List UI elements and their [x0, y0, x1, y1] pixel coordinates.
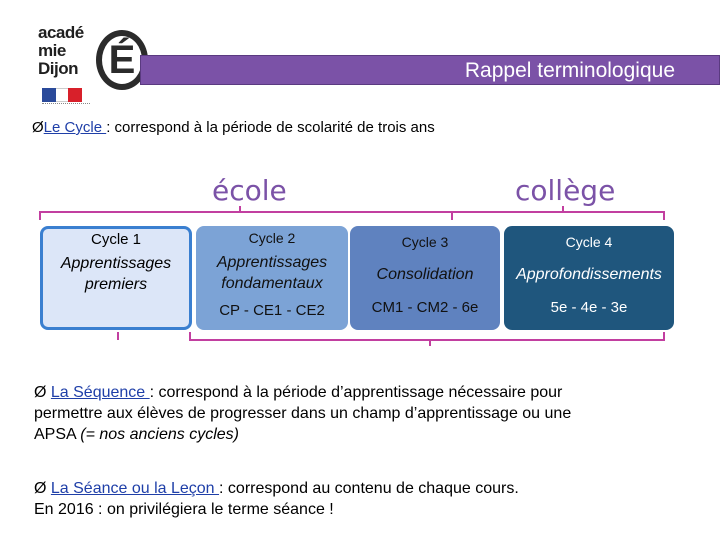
cycle-text: : correspond à la période de scolarité de trois ans [106, 119, 435, 136]
logo-line1: acadé [38, 23, 84, 42]
bullet-arrow-icon: Ø [34, 480, 51, 497]
cycle-1-desc [61, 253, 171, 295]
cycle-4-desc: Approfondissements [516, 266, 662, 283]
sequence-definition [34, 382, 571, 445]
sequence-apsa: APSA [34, 426, 81, 443]
category-ecole: école [212, 174, 287, 207]
category-college: collège [515, 174, 616, 207]
logo-line2: mie [38, 41, 66, 60]
brace-bottom [190, 332, 664, 346]
cycle-1-desc2: premiers [84, 276, 148, 293]
sequence-line1: : correspond à la période d’apprentissage nécessaire pour [149, 384, 563, 401]
cycle-2-desc [217, 252, 327, 294]
sequence-line2: permettre aux élèves de progresser dans un champ d’apprentissage ou une [34, 405, 572, 422]
seance-note: on privilégiera le terme séance ! [102, 501, 334, 518]
cycle-2-grades: CP - CE1 - CE2 [219, 302, 325, 319]
cycle-2-box [196, 226, 348, 330]
cycle-4-name: Cycle 4 [565, 234, 613, 250]
cycle-3-grades: CM1 - CM2 - 6e [371, 299, 479, 316]
logo-line3: Dijon [38, 59, 78, 78]
cycle-2-desc1: Apprentissages [216, 254, 328, 271]
seance-term: La Séance ou la Leçon [50, 480, 220, 497]
cycle-1-desc1: Apprentissages [60, 255, 172, 272]
logo-letter: É [108, 37, 136, 82]
cycle-1-box [40, 226, 192, 330]
seance-definition [34, 478, 519, 520]
brace-college [452, 206, 664, 220]
seance-text: : correspond au contenu de chaque cours. [219, 480, 519, 497]
cycle-2-desc2: fondamentaux [221, 275, 323, 292]
sequence-note: (= nos anciens cycles) [80, 426, 239, 443]
page-title: Rappel terminologique [464, 59, 675, 82]
bullet-arrow-icon: Ø [32, 119, 44, 136]
brace-ecole [40, 206, 452, 220]
cycle-2-name: Cycle 2 [248, 230, 296, 246]
cycle-1-name: Cycle 1 [90, 231, 142, 248]
cycle-4-grades: 5e - 4e - 3e [550, 299, 628, 316]
sequence-term: La Séquence [50, 384, 150, 401]
cycle-4-box [504, 226, 674, 330]
cycle-term: Le Cycle [43, 119, 107, 136]
cycle-3-name: Cycle 3 [401, 234, 449, 250]
bullet-arrow-icon: Ø [34, 384, 51, 401]
cycle-3-desc: Consolidation [376, 266, 474, 283]
seance-year: En 2016 : [34, 501, 103, 518]
cycle-3-box [350, 226, 500, 330]
